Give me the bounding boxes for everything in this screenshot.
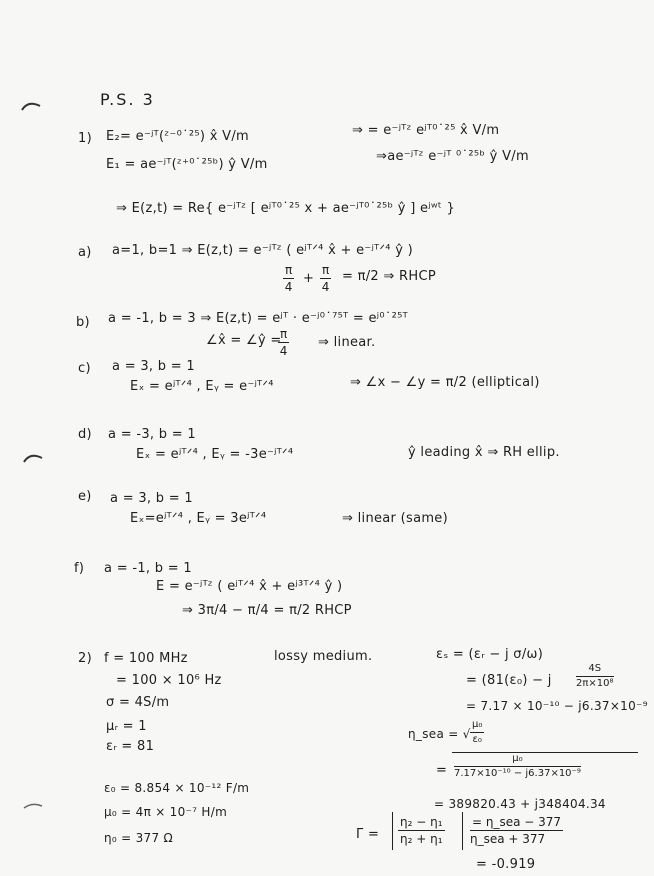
part-d-values: a = -3, b = 1: [108, 427, 196, 442]
epsilon-zero: ε₀ = 8.854 × 10⁻¹² F/m: [104, 781, 250, 795]
part-a-plus: +: [303, 271, 315, 286]
eps-sea-definition: εₛ = (εᵣ − j σ/ω): [436, 647, 544, 662]
part-c-label: c): [78, 361, 91, 376]
sqrt-bar: [452, 752, 638, 753]
problem-1-number: 1): [78, 131, 92, 146]
gamma-rhs-fraction: = η_sea − 377 η_sea + 377: [470, 815, 562, 846]
part-a-fraction-1: $\frac{\pi}{4}$: [284, 263, 293, 294]
part-e-values: a = 3, b = 1: [110, 491, 193, 506]
eta-sea-value: = 389820.43 + j348404.34: [434, 797, 606, 811]
part-d-label: d): [78, 427, 92, 442]
part-d-components: Eₓ = eʲᵀᐟ⁴ , Eᵧ = -3e⁻ʲᵀᐟ⁴: [136, 447, 294, 462]
problem-2-number: 2): [78, 651, 92, 666]
part-e-result: ⇒ linear (same): [342, 511, 448, 526]
eta-zero: η₀ = 377 Ω: [104, 831, 173, 845]
part-a-equation: a=1, b=1 ⇒ E(z,t) = e⁻ʲᵀᶻ ( eʲᵀᐟ⁴ x̂ + e⁻ʲᵀᐟ⁴ ŷ ): [112, 243, 414, 258]
relative-permeability: μᵣ = 1: [106, 719, 147, 734]
eps-sea-substituted: = (81(ε₀) − j: [466, 673, 552, 688]
eps-sea-value: = 7.17 × 10⁻¹⁰ − j6.37×10⁻⁹: [466, 699, 648, 713]
gamma-value: = -0.919: [476, 857, 536, 872]
eta-sea-formula: η_sea = √: [408, 727, 471, 741]
part-e-components: Eₓ=eʲᵀᐟ⁴ , Eᵧ = 3eʲᵀᐟ⁴: [130, 511, 267, 526]
equation-ez-rhs: ⇒ = e⁻ʲᵀᶻ eʲᵀ⁰˙²⁵ x̂ V/m: [352, 123, 500, 138]
frequency: f = 100 MHz: [104, 651, 188, 666]
equation-e1: E₁ = ae⁻ʲᵀ(ᶻ⁺⁰˙²⁵ᵇ) ŷ V/m: [106, 157, 268, 172]
frequency-hz: = 100 × 10⁶ Hz: [116, 673, 222, 688]
relative-permittivity: εᵣ = 81: [106, 739, 155, 754]
eta-sea-big-fraction: $\frac{\text{μ₀}}{\text{7.17×10⁻¹⁰ − j6.37×10⁻⁹}}$: [454, 753, 581, 779]
punch-hole-middle: [22, 452, 44, 464]
eta-sea-equals: =: [436, 763, 448, 778]
part-b-result: ⇒ linear.: [318, 335, 376, 350]
eps-sea-fraction: $\frac{4S}{\text{2π×10⁸}}$: [576, 663, 614, 689]
part-f-values: a = -1, b = 1: [104, 561, 192, 576]
part-a-fraction-2: $\frac{\pi}{4}$: [321, 263, 330, 294]
equation-ez: E₂= e⁻ʲᵀ(ᶻ⁻⁰˙²⁵) x̂ V/m: [106, 129, 249, 144]
part-f-equation: E = e⁻ʲᵀᶻ ( eʲᵀᐟ⁴ x̂ + eʲ³ᵀᐟ⁴ ŷ ): [156, 579, 343, 594]
part-b-equation: a = -1, b = 3 ⇒ E(z,t) = eʲᵀ · e⁻ʲ⁰˙⁷⁵ᵀ = eʲ⁰˙²⁵ᵀ: [108, 311, 408, 326]
part-e-label: e): [78, 489, 92, 504]
page-title: P.S. 3: [100, 90, 155, 109]
punch-hole-top: [20, 100, 42, 112]
part-c-values: a = 3, b = 1: [112, 359, 195, 374]
part-b-label: b): [76, 315, 90, 330]
eta-sea-fraction: $\frac{\text{μ₀}}{\text{ε₀}}$: [472, 719, 483, 745]
part-b-angle: ∠x̂ = ∠ŷ =: [206, 333, 282, 348]
abs-bar-right: [462, 812, 463, 850]
punch-hole-bottom: [22, 800, 44, 812]
part-c-result: ⇒ ∠x − ∠y = π/2 (elliptical): [350, 375, 540, 390]
equation-e1-rhs: ⇒ae⁻ʲᵀᶻ e⁻ʲᵀ ⁰˙²⁵ᵇ ŷ V/m: [376, 149, 529, 164]
mu-zero: μ₀ = 4π × 10⁻⁷ H/m: [104, 805, 228, 819]
part-a-result: = π/2 ⇒ RHCP: [342, 269, 436, 284]
reflection-coefficient-label: Γ =: [356, 827, 380, 842]
abs-bar-left: [392, 812, 393, 850]
part-f-result: ⇒ 3π/4 − π/4 = π/2 RHCP: [182, 603, 352, 618]
conductivity: σ = 4S/m: [106, 695, 170, 710]
part-d-result: ŷ leading x̂ ⇒ RH ellip.: [408, 445, 560, 460]
part-a-label: a): [78, 245, 92, 260]
part-f-label: f): [74, 561, 85, 576]
gamma-fraction: $\frac{\text{η₂ − η₁}}{\text{η₂ + η₁}}$: [400, 815, 443, 846]
part-b-fraction: $\frac{\pi}{4}$: [279, 327, 288, 358]
equation-total-field: ⇒ E(z,t) = Re{ e⁻ʲᵀᶻ [ eʲᵀ⁰˙²⁵ x + ae⁻ʲᵀ⁰˙²⁵ᵇ ŷ ] eʲʷᵗ }: [116, 201, 456, 216]
lossy-medium-note: lossy medium.: [274, 649, 373, 664]
part-c-components: Eₓ = eʲᵀᐟ⁴ , Eᵧ = e⁻ʲᵀᐟ⁴: [130, 379, 274, 394]
